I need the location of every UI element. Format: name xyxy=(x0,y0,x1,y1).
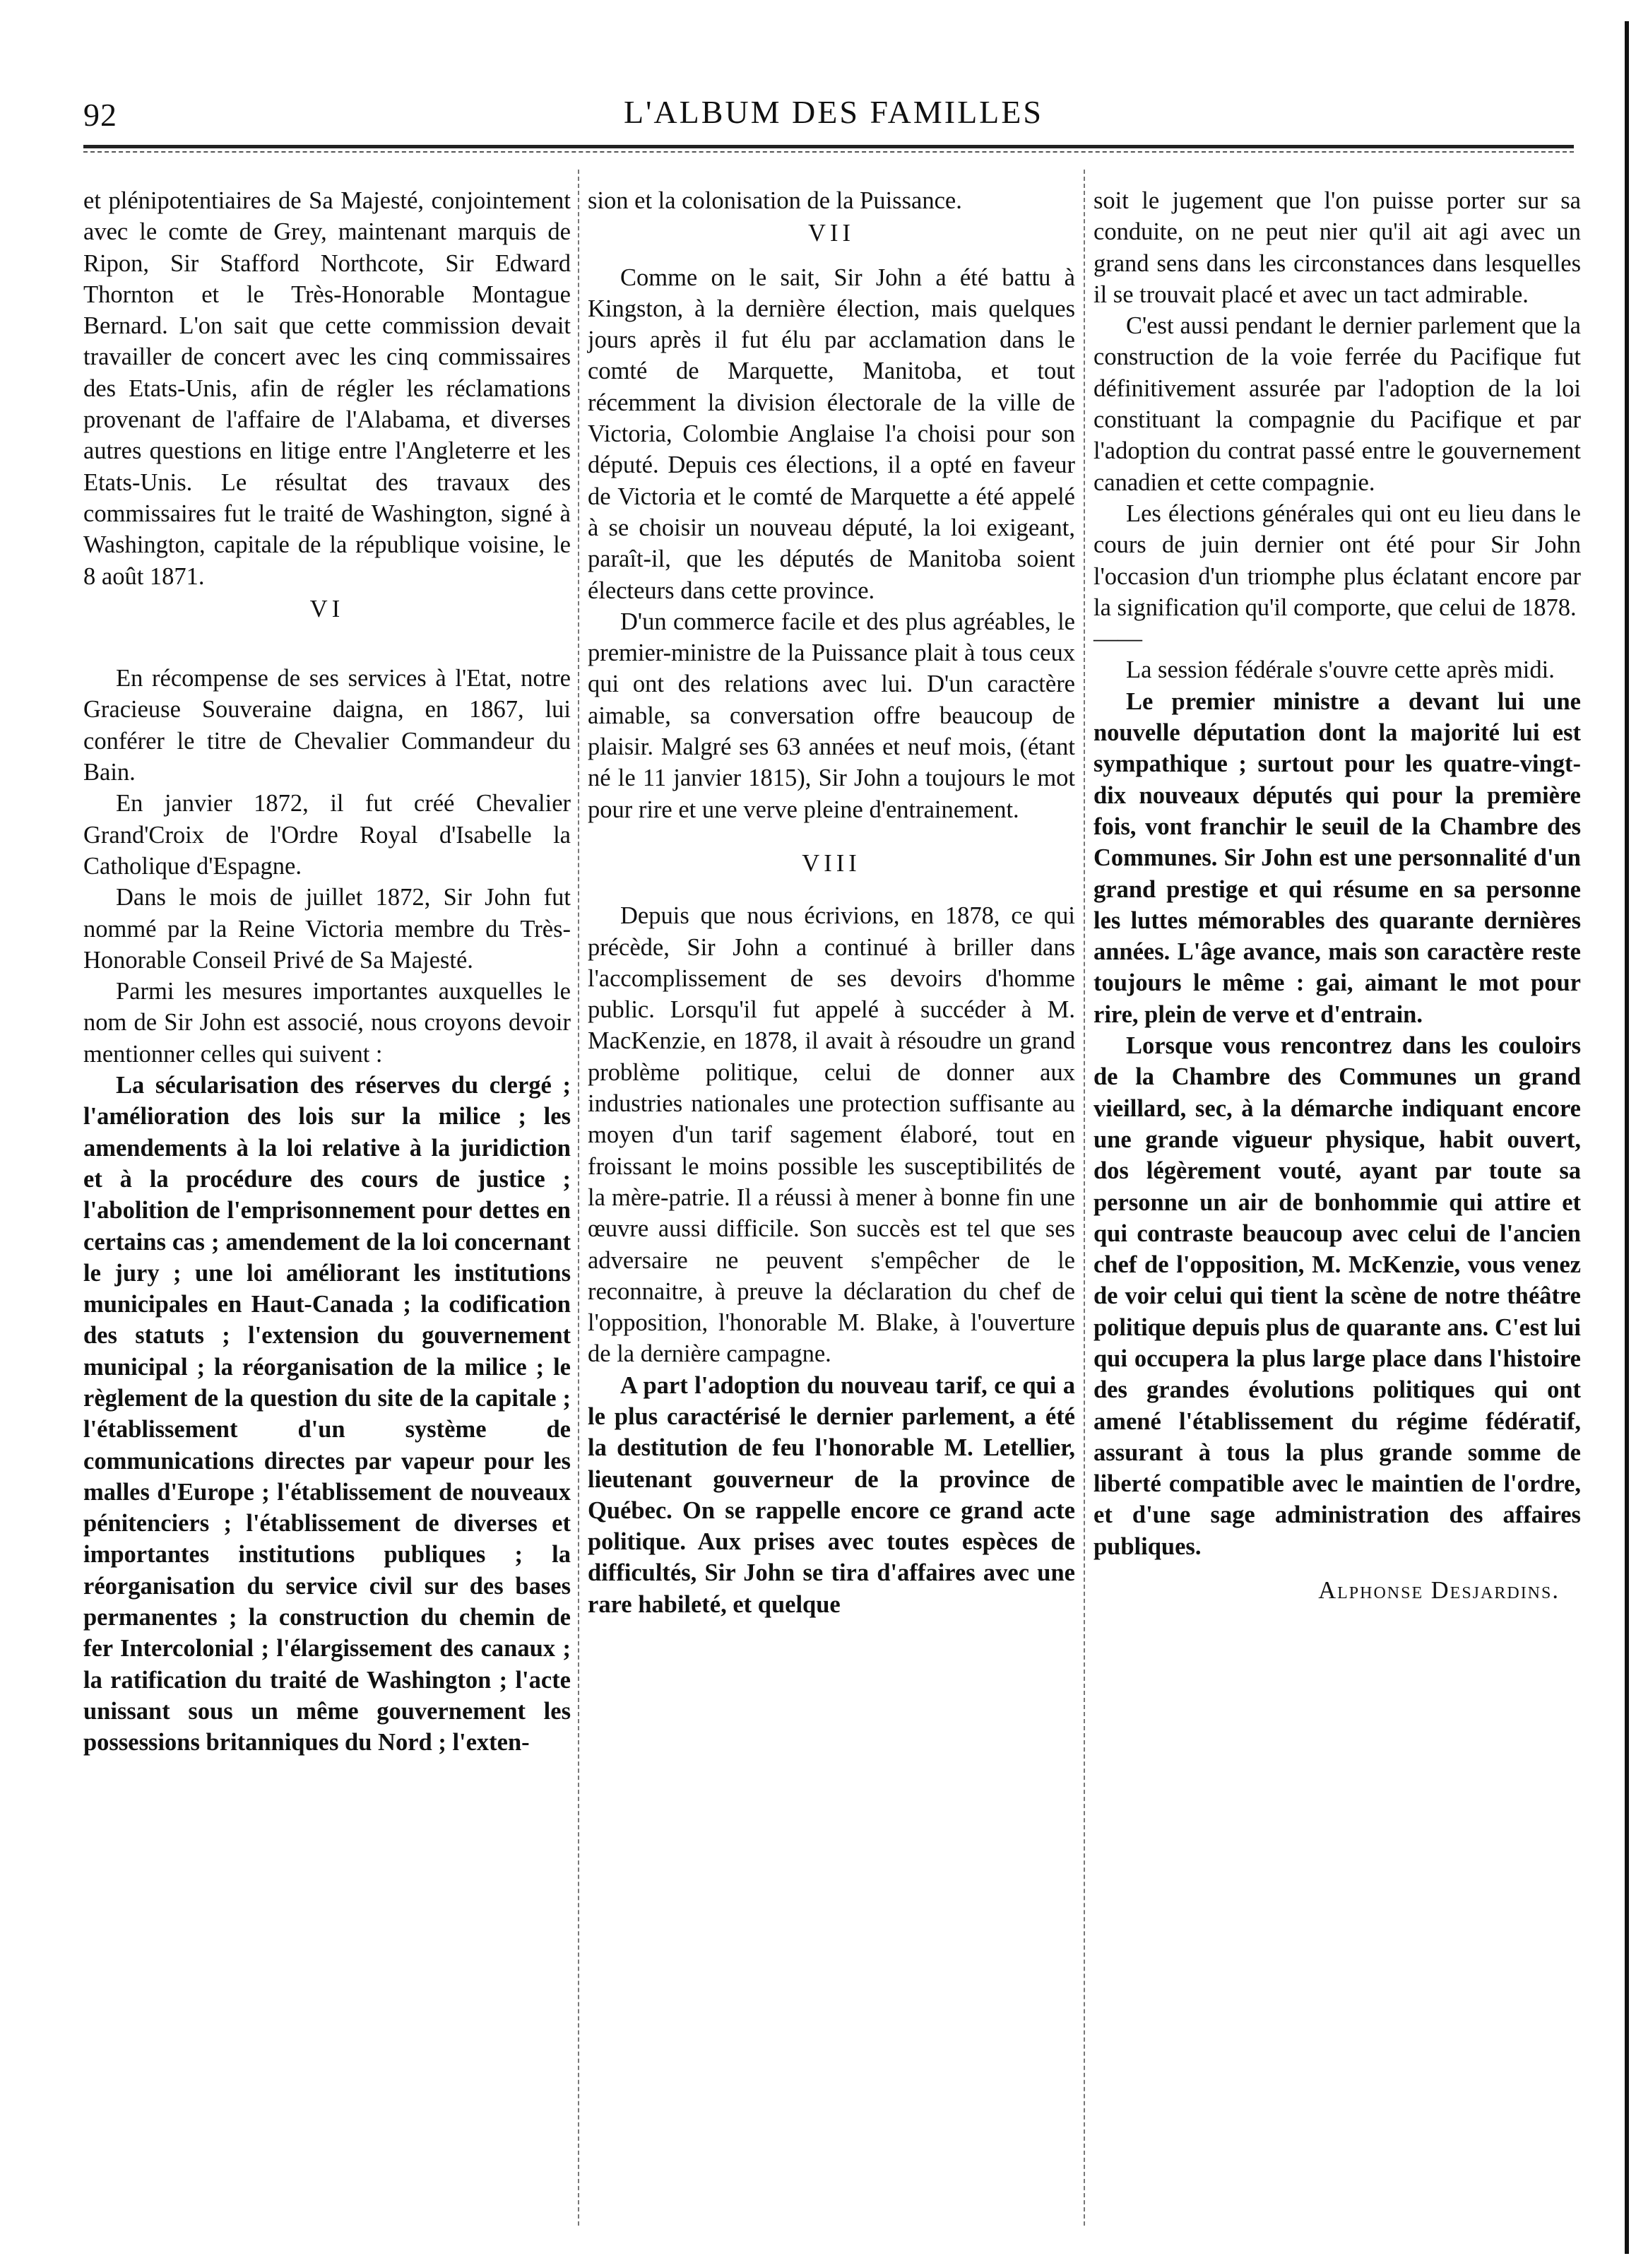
paragraph: Le premier ministre a devant lui une nouvelle députation dont la majorité lui est sympathique ; surtout pour les quatre-vingt-dix nouveaux députés qui pour la première fois, vont franchir le seuil de la Chambre des Communes. Sir John est une personnalité d'un grand prestige et qui résume en sa personne les luttes mémorables des quarante dernières années. L'âge avance, mais son caractère reste toujours le même : gai, aimant le mot pour rire, plein de verve et d'entrain. xyxy=(1093,687,1581,1028)
paragraph: Lorsque vous rencontrez dans les couloirs de la Chambre des Communes un grand vieillard, sec, à la démarche indiquant encore une grande vigueur physique, habit ouvert, dos légèrement vouté, ayant par toute sa personne un air de bonhommie qui attire et qui contraste beaucoup avec celui de l'ancien chef de l'opposition, M. McKenzie, vous venez de voir celui qui tient la scène de notre théâtre politique depuis plus de quarante ans. C'est lui qui occupera la plus large place dans l'histoire des grandes évolutions politiques qui ont amené l'établissement du régime fédératif, assurant à tous la plus grande somme de liberté compatible avec le maintien de l'ordre, et d'une sage administration des affaires publiques. xyxy=(1093,1032,1581,1560)
paragraph: Comme on le sait, Sir John a été battu à Kingston, à la dernière élection, mais quelques jours après il fut élu par acclamation dans le comté de Marquette, Manitoba, et tout récemment la division électorale de la ville de Victoria, Colombie Anglaise l'a choisi pour son député. Depuis ces élections, il a opté en faveur de Victoria et le comté de Marquette a été appelé à se choisir un nouveau député, la loi exigeant, paraît-il, que les députés de Manitoba soient électeurs dans cette province. xyxy=(588,264,1075,604)
text-column-2 xyxy=(588,185,1075,1620)
paragraph: Les élections générales qui ont eu lieu dans le cours de juin dernier ont été pour Sir John l'occasion d'un triomphe plus éclatant encore par la signification qu'il comporte, que celui de 1878. xyxy=(1093,500,1581,621)
paragraph: soit le jugement que l'on puisse porter sur sa conduite, on ne peut nier qu'il ait agi avec un grand sens dans les circonstances dans lesquelles il se trouvait placé et avec un tact admirable. xyxy=(1093,187,1581,308)
paragraph: La sécularisation des réserves du clergé ; l'amélioration des lois sur la milice ; les amendements à la loi relative à la juridiction et à la procédure des cours de justice ; l'abolition de l'emprisonnement pour dettes en certains cas ; amendement de la loi concernant le jury ; une loi améliorant les institutions municipales en Haut-Canada ; la codification des statuts ; l'extension du gouvernement municipal ; la réorganisation de la milice ; le règlement de la question du site de la capitale ; l'établissement d'un système de communications directes par vapeur pour les malles d'Europe ; l'établissement de nouveaux pénitenciers ; l'établissement de diverses et importantes institutions publiques ; la réorganisation du service civil sur des bases permanentes ; la construction du chemin de fer Intercolonial ; l'élargissement des canaux ; la ratification du traité de Washington ; l'acte unissant sous un même gouvernement les possessions britanniques du Nord ; l'exten- xyxy=(83,1072,571,1756)
author-signature: Alphonse Desjardins. xyxy=(1318,1577,1560,1605)
paragraph: Parmi les mesures importantes auxquelles le nom de Sir John est associé, nous croyons devoir mentionner celles qui suivent : xyxy=(83,978,571,1068)
page-number: 92 xyxy=(83,97,117,133)
section-heading-vii: VII xyxy=(808,220,855,247)
paragraph: et plénipotentiaires de Sa Majesté, conjointement avec le comte de Grey, maintenant marquis de Ripon, Sir Stafford Northcote, Sir Edward Thornton et le Très-Honorable Montague Bernard. L'on sait que cette commission devait travailler de concert avec les cinq commissaires des Etats-Unis, afin de régler les réclamations provenant de l'affaire de l'Alabama, et diverses autres questions en litige entre l'Angleterre et les Etats-Unis. Le résultat des travaux des commissaires fut le traité de Washington, signé à Washington, capitale de la république voisine, le 8 août 1871. xyxy=(83,187,571,590)
text-column-3 xyxy=(1093,185,1581,1606)
paragraph: D'un commerce facile et des plus agréables, le premier-ministre de la Puissance plait à tous ceux qui ont des relations avec lui. D'un caractère aimable, sa conversation offre beaucoup de plaisir. Malgré ses 63 années et neuf mois, (étant né le 11 janvier 1815), Sir John a toujours le mot pour rire et une verve pleine d'entrainement. xyxy=(588,608,1075,823)
paragraph: sion et la colonisation de la Puissance. xyxy=(588,187,962,214)
paragraph: En janvier 1872, il fut créé Chevalier Grand'Croix de l'Ordre Royal d'Isabelle la Catholique d'Espagne. xyxy=(83,790,571,880)
section-divider: —— xyxy=(1093,625,1142,653)
paragraph: Dans le mois de juillet 1872, Sir John fut nommé par la Reine Victoria membre du Très-Honorable Conseil Privé de Sa Majesté. xyxy=(83,884,571,974)
column-separator-2 xyxy=(1084,170,1085,2226)
paragraph: C'est aussi pendant le dernier parlement que la construction de la voie ferrée du Pacifique fut définitivement assurée par l'adoption de la loi constituant la compagnie du Pacifique et par l'adoption du contrat passé entre le gouvernement canadien et cette compagnie. xyxy=(1093,312,1581,496)
paragraph: Depuis que nous écrivions, en 1878, ce qui précède, Sir John a continué à briller dans l'accomplissement de ses devoirs d'homme public. Lorsqu'il fut appelé à succéder à M. MacKenzie, en 1878, il avait à résoudre un grand problème politique, celui de donner aux industries nationales une protection suffisante au moyen d'un tarif sagement élaboré, tout en froissant le moins possible les susceptibilités de la mère-patrie. Il a réussi à mener à bonne fin une œuvre aussi difficile. Son succès est tel que ses adversaire ne peuvent s'empêcher de le reconnaitre, à preuve la déclaration du chef de l'opposition, l'honorable M. Blake, à l'ouverture de la dernière campagne. xyxy=(588,902,1075,1368)
paragraph: La session fédérale s'ouvre cette après midi. xyxy=(1126,656,1555,684)
column-separator-1 xyxy=(578,170,579,2226)
header-rule xyxy=(83,145,1574,148)
text-column-1 xyxy=(83,185,571,1759)
section-heading-viii: VIII xyxy=(802,849,861,877)
paragraph: A part l'adoption du nouveau tarif, ce qui a le plus caractérisé le dernier parlement, a été la destitution de feu l'honorable M. Letellier, lieutenant gouverneur de la province de Québec. On se rappelle encore ce grand acte politique. Aux prises avec toutes espèces de difficultés, Sir John se tira d'affaires avec une rare habileté, et quelque xyxy=(588,1371,1075,1618)
header-rule-dashed xyxy=(83,151,1574,153)
paragraph: En récompense de ses services à l'Etat, notre Gracieuse Souveraine daigna, en 1867, lui conférer le titre de Chevalier Commandeur du Bain. xyxy=(83,665,571,786)
section-heading-vi: VI xyxy=(309,595,345,622)
page-edge xyxy=(1625,21,1629,2254)
running-title: L'ALBUM DES FAMILLES xyxy=(624,94,1043,130)
